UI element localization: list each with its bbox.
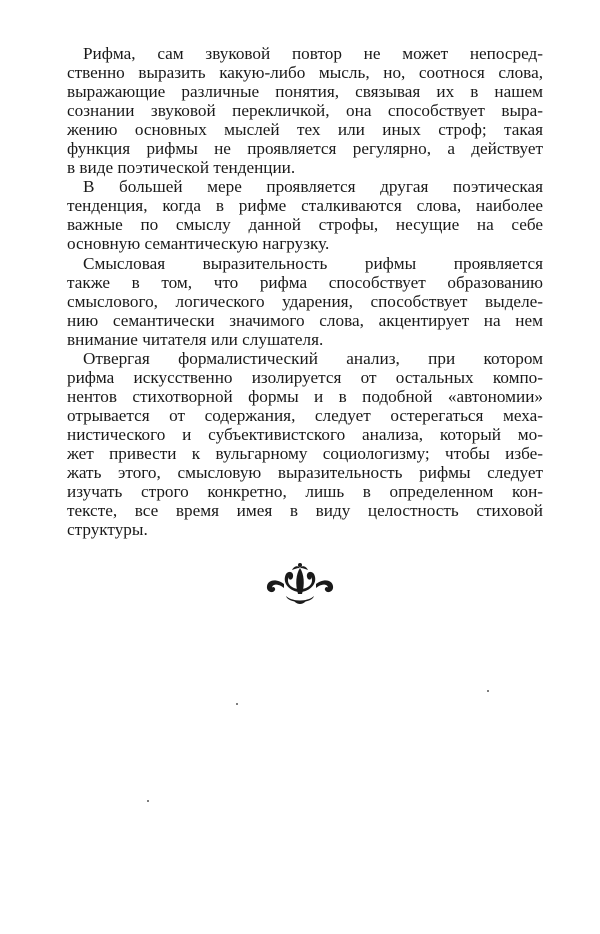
text-line: выражающие различные понятия, связывая их в нашем xyxy=(67,82,543,102)
text-line: ственно выразить какую-либо мысль, но, соотнося слова, xyxy=(67,63,543,83)
text-line: жать этого, смысловую выразительность рифмы следует xyxy=(67,463,543,483)
text-line: структуры. xyxy=(67,520,148,540)
text-line: тенденция, когда в рифме сталкиваются слова, наиболее xyxy=(67,196,543,216)
text-line: В большей мере проявляется другая поэтическая xyxy=(83,177,543,197)
print-speck xyxy=(147,800,149,802)
text-line: внимание читателя или слушателя. xyxy=(67,329,324,349)
text-line: сознании звуковой перекличкой, она способствует выра- xyxy=(67,101,543,121)
print-speck xyxy=(236,703,238,705)
body-text xyxy=(67,44,543,539)
text-line: Отвергая формалистический анализ, при котором xyxy=(83,348,543,368)
text-line: нентов стихотворной формы и в подобной «автономии» xyxy=(67,386,543,406)
text-line: тексте, все время имея в виду целостность стиховой xyxy=(67,501,543,521)
text-line: отрывается от содержания, следует остерегаться меха- xyxy=(67,405,543,425)
text-line: изучать строго конкретно, лишь в определенном кон- xyxy=(67,482,543,502)
text-line: нистического и субъективистского анализа, который мо- xyxy=(67,424,543,444)
text-line: Смысловая выразительность рифмы проявляется xyxy=(83,253,543,273)
text-line: смыслового, логического ударения, способствует выделе- xyxy=(67,291,543,311)
text-line: рифма искусственно изолируется от остальных компо- xyxy=(67,367,543,387)
text-line: жению основных мыслей тех или иных строф; такая xyxy=(67,120,543,140)
text-line: также в том, что рифма способствует образованию xyxy=(67,272,543,292)
text-line: жет привести к вульгарному социологизму; чтобы избе- xyxy=(67,443,543,463)
text-line: важные по смыслу данной строфы, несущие на себе xyxy=(67,215,543,235)
text-line: Рифма, сам звуковой повтор не может непосред- xyxy=(83,44,543,63)
decorative-ornament-icon xyxy=(262,562,338,608)
text-line: функция рифмы не проявляется регулярно, а действует xyxy=(67,139,543,159)
text-line: основную семантическую нагрузку. xyxy=(67,234,330,254)
print-speck xyxy=(487,690,489,692)
text-line: нию семантически значимого слова, акцентирует на нем xyxy=(67,310,543,330)
text-line: в виде поэтической тенденции. xyxy=(67,158,296,178)
